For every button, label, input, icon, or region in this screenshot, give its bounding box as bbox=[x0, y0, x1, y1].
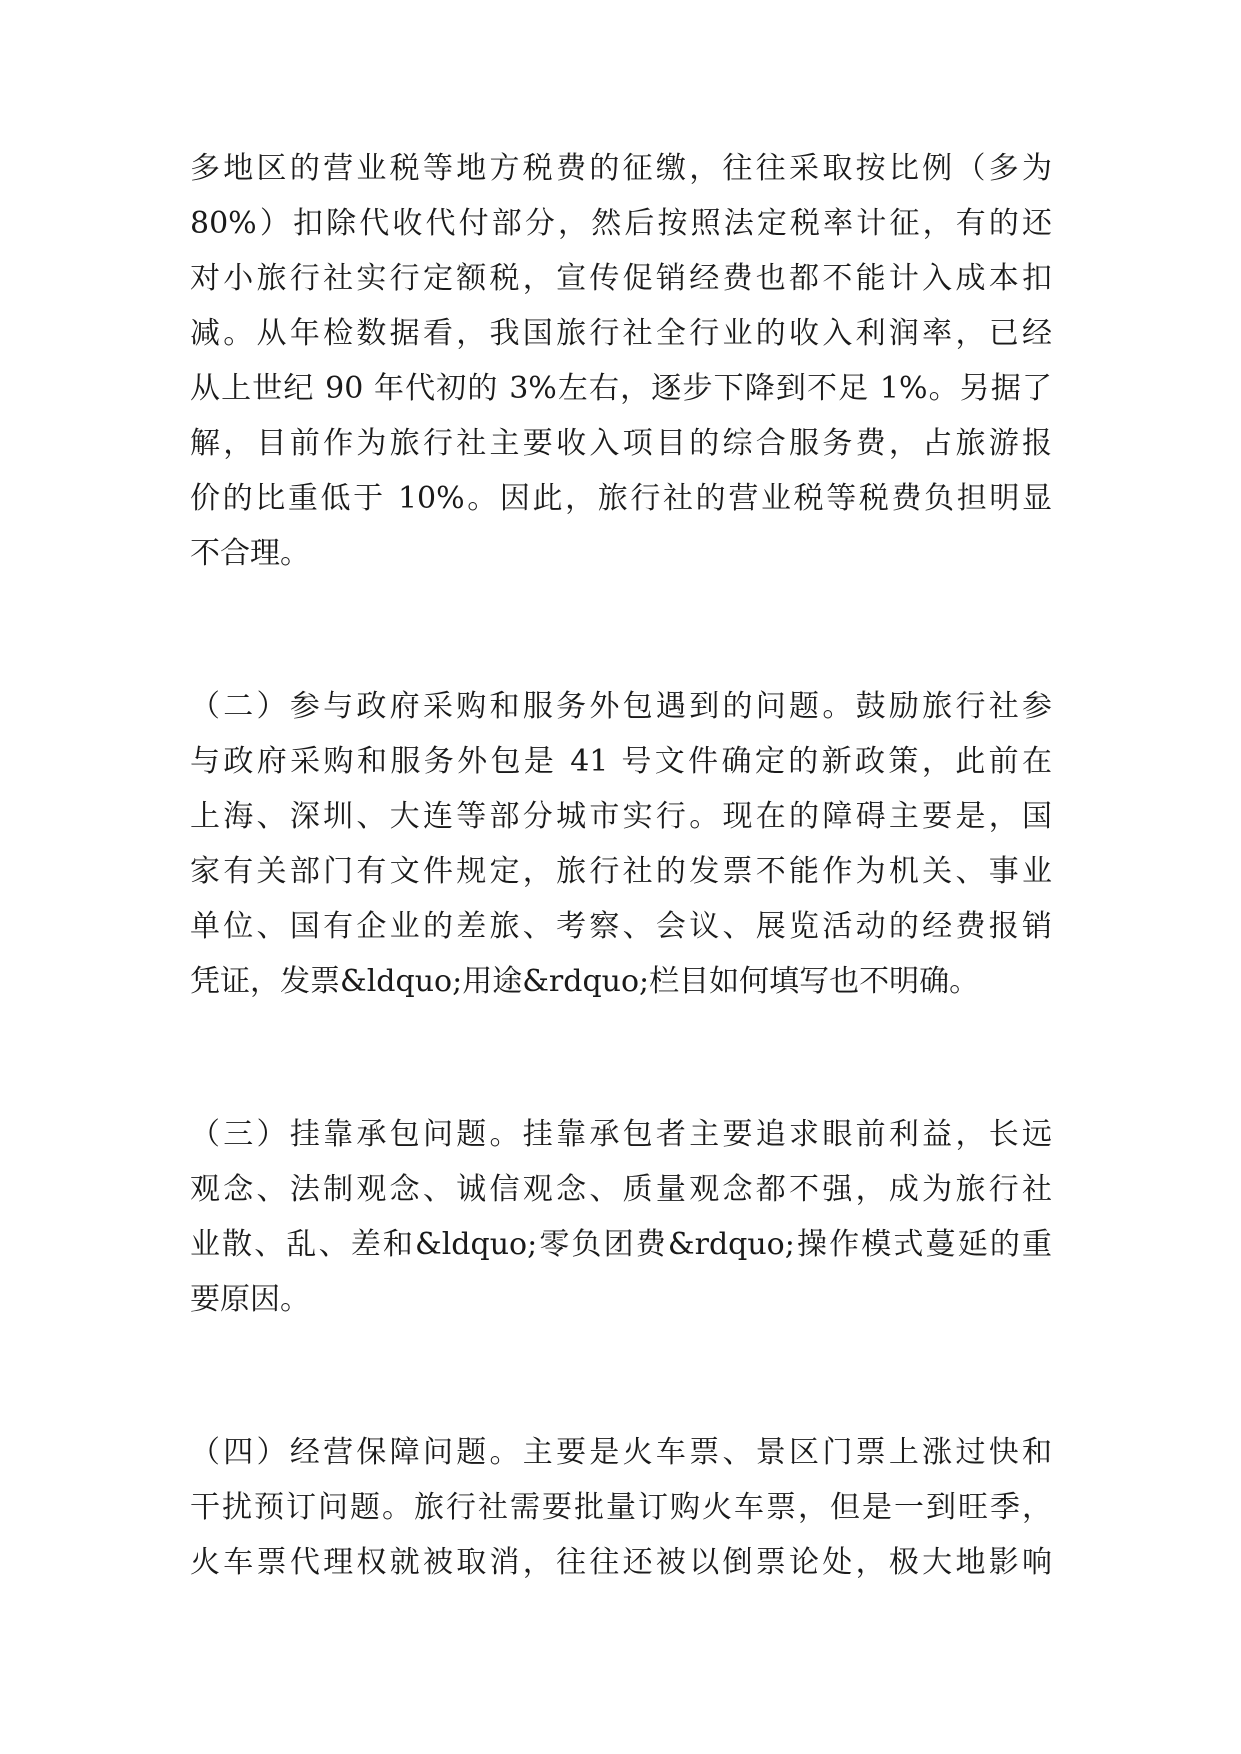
paragraph-1-line-3: 对小旅行社实行定额税，宣传促销经费也都不能计入成本扣 bbox=[190, 261, 1052, 296]
paragraph-2-line-2: 与政府采购和服务外包是 41 号文件确定的新政策，此前在 bbox=[190, 744, 1052, 779]
paragraph-3-line-1: （三）挂靠承包问题。挂靠承包者主要追求眼前利益，长远 bbox=[190, 1117, 1052, 1152]
paragraph-1-line-7: 价的比重低于 10%。因此，旅行社的营业税等税费负担明显 bbox=[190, 481, 1052, 516]
paragraph-4-line-1: （四）经营保障问题。主要是火车票、景区门票上涨过快和 bbox=[190, 1435, 1052, 1470]
paragraph-1-line-2: 80%）扣除代收代付部分，然后按照法定税率计征，有的还 bbox=[190, 206, 1052, 241]
paragraph-2-line-1: （二）参与政府采购和服务外包遇到的问题。鼓励旅行社参 bbox=[190, 689, 1052, 724]
paragraph-3-line-3: 业散、乱、差和&ldquo;零负团费&rdquo;操作模式蔓延的重 bbox=[190, 1227, 1052, 1262]
paragraph-1-line-6: 解，目前作为旅行社主要收入项目的综合服务费，占旅游报 bbox=[190, 426, 1052, 461]
paragraph-2-line-3: 上海、深圳、大连等部分城市实行。现在的障碍主要是，国 bbox=[190, 799, 1052, 834]
paragraph-4-line-2: 干扰预订问题。旅行社需要批量订购火车票，但是一到旺季， bbox=[190, 1490, 1052, 1525]
paragraph-3-line-2: 观念、法制观念、诚信观念、质量观念都不强，成为旅行社 bbox=[190, 1172, 1052, 1207]
paragraph-1-line-4: 减。从年检数据看，我国旅行社全行业的收入利润率，已经 bbox=[190, 316, 1052, 351]
paragraph-1-line-8: 不合理。 bbox=[190, 536, 310, 571]
paragraph-1-line-1: 多地区的营业税等地方税费的征缴，往往采取按比例（多为 bbox=[190, 151, 1052, 186]
paragraph-2-line-6: 凭证，发票&ldquo;用途&rdquo;栏目如何填写也不明确。 bbox=[190, 964, 980, 999]
paragraph-2-line-5: 单位、国有企业的差旅、考察、会议、展览活动的经费报销 bbox=[190, 909, 1052, 944]
paragraph-2-line-4: 家有关部门有文件规定，旅行社的发票不能作为机关、事业 bbox=[190, 854, 1052, 889]
paragraph-3-line-4: 要原因。 bbox=[190, 1282, 310, 1317]
paragraph-1-line-5: 从上世纪 90 年代初的 3%左右，逐步下降到不足 1%。另据了 bbox=[190, 371, 1052, 406]
paragraph-4-line-3: 火车票代理权就被取消，往往还被以倒票论处，极大地影响 bbox=[190, 1545, 1052, 1580]
